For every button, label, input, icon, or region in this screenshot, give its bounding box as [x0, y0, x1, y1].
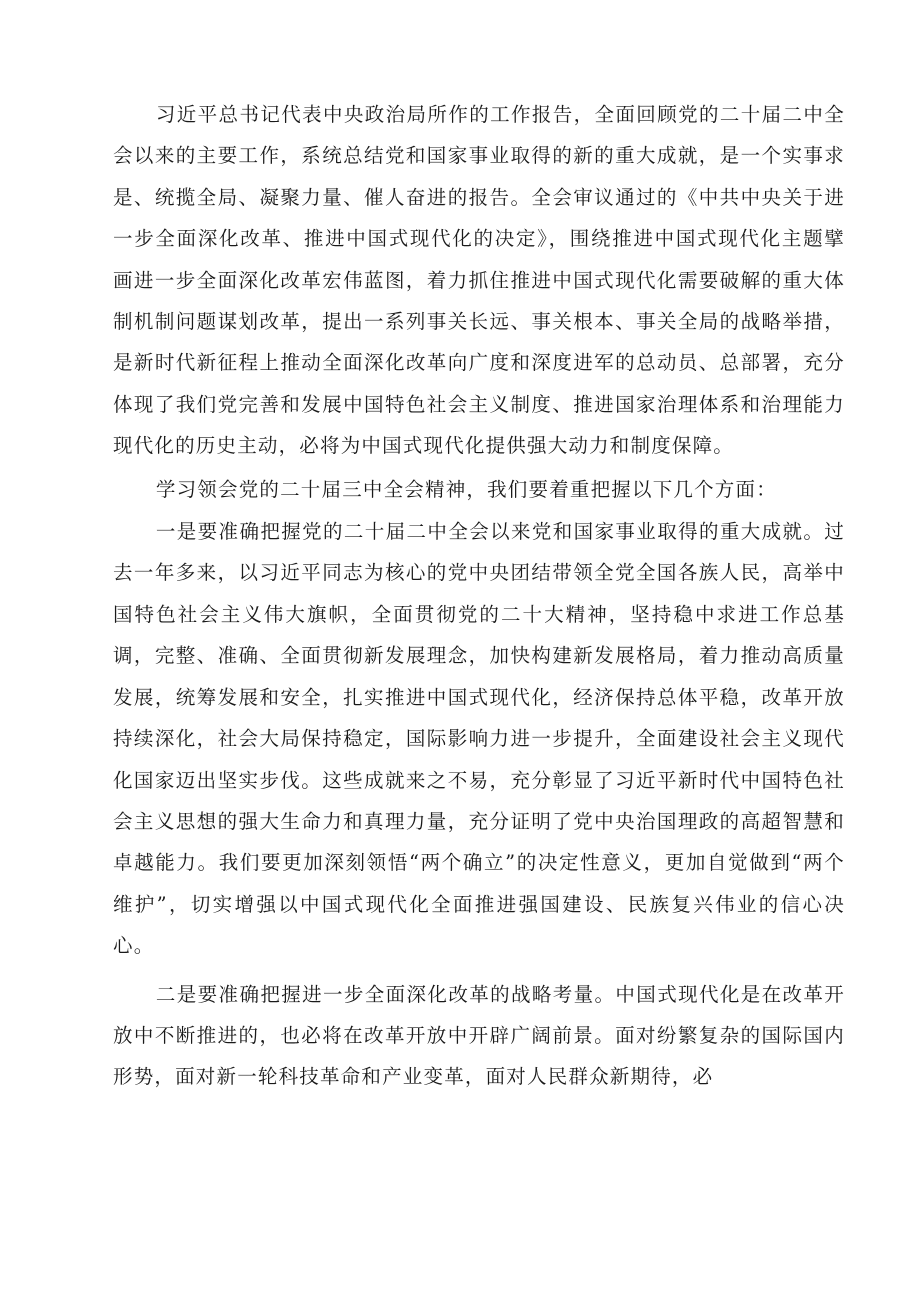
paragraph-point-two: 二是要准确把握进一步全面深化改革的战略考量。中国式现代化是在改革开放中不断推进的，也必将在改革开放中开辟广阔前景。面对纷繁复杂的国际国内形势，面对新一轮科技革命和产业变革，面对人民群众新期待，必 — [113, 982, 845, 1089]
document-body — [113, 94, 845, 1098]
paragraph-report-summary: 习近平总书记代表中央政治局所作的工作报告，全面回顾党的二十届二中全会以来的主要工作，系统总结党和国家事业取得的新的重大成就，是一个实事求是、统揽全局、凝聚力量、催人奋进的报告。全会审议通过的《中共中央关于进一步全面深化改革、推进中国式现代化的决定》，围绕推进中国式现代化主题擘画进一步全面深化改革宏伟蓝图，着力抓住推进中国式现代化需要破解的重大体制机制问题谋划改革，提出一系列事关长远、事关根本、事关全局的战略举措，是新时代新征程上推动全面深化改革向广度和深度进军的总动员、总部署，充分体现了我们党完善和发展中国特色社会主义制度、推进国家治理体系和治理能力现代化的历史主动，必将为中国式现代化提供强大动力和制度保障。 — [113, 103, 845, 458]
paragraph-point-one: 一是要准确把握党的二十届二中全会以来党和国家事业取得的重大成就。过去一年多来，以习近平同志为核心的党中央团结带领全党全国各族人民，高举中国特色社会主义伟大旗帜，全面贯彻党的二十大精神，坚持稳中求进工作总基调，完整、准确、全面贯彻新发展理念，加快构建新发展格局，着力推动高质量发展，统筹发展和安全，扎实推进中国式现代化，经济保持总体平稳，改革开放持续深化，社会大局保持稳定，国际影响力进一步提升，全面建设社会主义现代化国家迈出坚实步伐。这些成就来之不易，充分彰显了习近平新时代中国特色社会主义思想的强大生命力和真理力量，充分证明了党中央治国理政的高超智慧和卓越能力。我们要更加深刻领悟“两个确立”的决定性意义，更加自觉做到“两个维护”，切实增强以中国式现代化全面推进强国建设、民族复兴伟业的信心决心。 — [113, 520, 845, 958]
paragraph-study-intro: 学习领会党的二十届三中全会精神，我们要着重把握以下几个方面： — [155, 477, 777, 501]
